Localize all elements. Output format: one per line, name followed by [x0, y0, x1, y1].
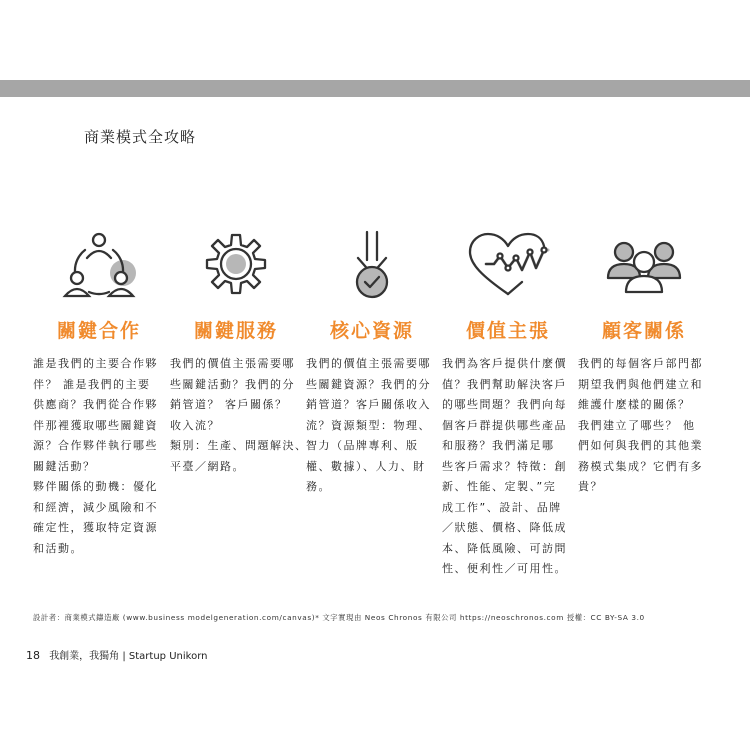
body-line: 些關鍵活動？我們的分: [170, 377, 295, 391]
body-line: 伴？ 誰是我們的主要: [33, 377, 151, 391]
body-line: 確定性，獲取特定資源: [33, 521, 158, 534]
column-heading: 關鍵合作: [56, 320, 141, 342]
body-line: 期望我們與他們建立和: [578, 377, 703, 391]
body-line: 我們的價值主張需要哪: [170, 357, 295, 370]
page-title: 商業模式全攻略: [84, 128, 197, 146]
body-line: 銷管道？ 客戶關係？: [170, 398, 288, 411]
body-line: 成工作”、設計、品牌: [442, 500, 562, 514]
footer-text: 我創業，我獨角 | Startup Unikorn: [49, 651, 208, 662]
column-heading: 核心資源: [329, 320, 414, 342]
body-line: 類別：生產、問題解決、: [170, 439, 308, 452]
body-line: 和服務？我們滿足哪: [442, 439, 555, 452]
body-line: 收入流？: [170, 418, 220, 432]
body-line: 伴那裡獲取哪些關鍵資: [33, 418, 158, 432]
page-footer: [26, 647, 207, 662]
body-line: 智力（品牌專利、版: [306, 439, 419, 452]
column-body: [578, 354, 710, 498]
body-line: 源？合作夥伴執行哪些: [33, 439, 158, 452]
credit-line: 設計者：商業模式鑄造廠 (www.business modelgeneration.com/canvas)* 文字實現由 Neos Chronos 有限公司 https://neoschronos.com 授權：CC BY-SA 3.0: [33, 613, 645, 622]
body-line: 的哪些問題？我們向每: [442, 398, 567, 411]
customers-icon: [600, 228, 688, 308]
body-line: 我們為客戶提供什麼價: [442, 357, 567, 370]
column-heading: 顧客關係: [601, 320, 686, 342]
partners-icon: [55, 228, 143, 308]
body-line: 流？資源類型：物理、: [306, 418, 431, 432]
body-line: 我們的每個客戶部門都: [578, 357, 703, 370]
column-heading: 關鍵服務: [193, 320, 278, 342]
body-line: 夥伴關係的動機：優化: [33, 480, 158, 493]
body-line: 維護什麼樣的關係？: [578, 398, 691, 411]
column-body: [33, 354, 165, 559]
body-line: 和活動。: [33, 541, 83, 555]
body-line: 些關鍵資源？我們的分: [306, 377, 431, 391]
body-line: 本、降低風險、可訪問: [442, 541, 567, 555]
column-key-partners: [33, 228, 165, 559]
body-line: 務。: [306, 480, 331, 493]
top-gray-band: [0, 80, 750, 97]
body-line: 務模式集成？它們有多: [578, 459, 703, 473]
body-line: 和經濟，減少風險和不: [33, 500, 158, 514]
body-line: 我們的價值主張需要哪: [306, 357, 431, 370]
resource-check-icon: [328, 228, 416, 308]
body-line: 個客戶群提供哪些產品: [442, 418, 567, 432]
body-line: 值？我們幫助解決客戶: [442, 377, 567, 391]
body-line: 平臺／網路。: [170, 459, 245, 473]
column-heading: 價值主張: [465, 320, 550, 342]
column-body: [170, 354, 308, 477]
body-line: 們如何與我們的其他業: [578, 439, 703, 452]
column-value-propositions: [442, 228, 574, 580]
body-line: 我們建立了哪些？ 他: [578, 418, 696, 432]
column-customer-relationships: [578, 228, 710, 498]
body-line: 貴？: [578, 480, 603, 493]
body-line: 性、便利性／可用性。: [442, 562, 567, 575]
body-line: 關鍵活動？: [33, 459, 96, 473]
column-body: [306, 354, 438, 498]
body-line: 新、性能、定製、”完: [442, 480, 557, 493]
page-number: 18: [26, 649, 40, 662]
body-line: 誰是我們的主要合作夥: [33, 357, 158, 370]
body-line: 權、數據）、人力、財: [306, 459, 426, 473]
column-key-activities: [170, 228, 308, 477]
heart-chart-icon: [464, 228, 552, 308]
body-line: 銷管道？客戶關係收入: [306, 398, 431, 411]
body-line: 些客戶需求？特徵：創: [442, 459, 567, 473]
gear-icon: [192, 228, 280, 308]
body-line: ／狀態、價格、降低成: [442, 521, 567, 534]
column-key-resources: [306, 228, 438, 498]
column-body: [442, 354, 574, 580]
body-line: 供應商？我們從合作夥: [33, 398, 158, 411]
